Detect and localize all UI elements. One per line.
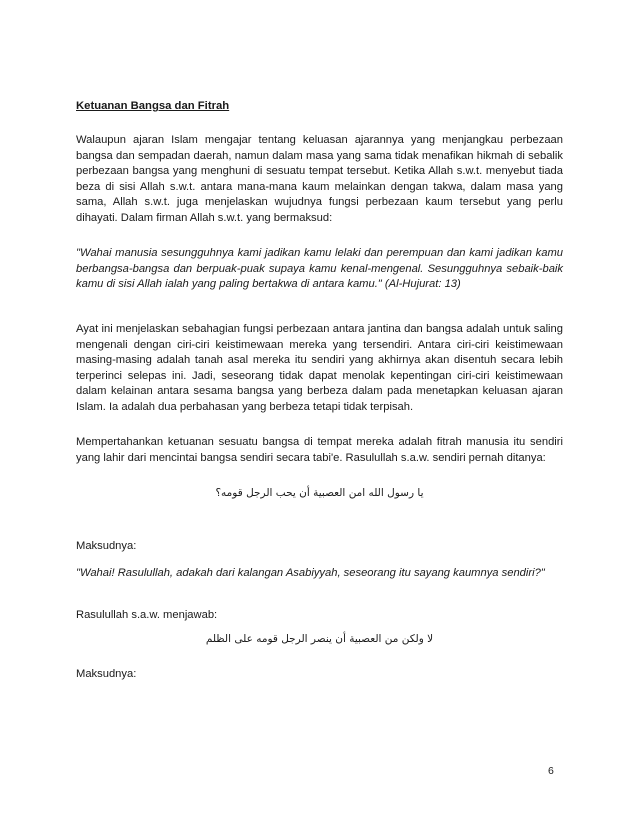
quote-question-translation: "Wahai! Rasulullah, adakah dari kalangan Asabiyyah, seseorang itu sayang kaumnya sendiri?" <box>76 567 545 579</box>
arabic-question: يا رسول الله امن العصبية أن يحب الرجل قومه؟ <box>215 487 424 499</box>
section-heading: Ketuanan Bangsa dan Fitrah <box>76 100 230 112</box>
paragraph-fitrah: Mempertahankan ketuanan sesuatu bangsa di tempat mereka adalah fitrah manusia itu sendiri yang lahir dari mencintai bangsa sendiri secara tabi'e. Rasulullah s.a.w. sendiri pernah ditanya: <box>76 436 563 464</box>
maksudnya-label-1: Maksudnya: <box>76 540 137 552</box>
quote-al-hujurat: "Wahai manusia sesungguhnya kami jadikan kamu lelaki dan perempuan dan kami jadikan kamu berbangsa-bangsa dan berpuak-puak supaya kamu kenal-mengenal. Sesungguhnya sebaik-baik kamu di sisi Allah ialah yang paling bertakwa di antara kamu." (Al-Hujurat: 13) <box>76 247 563 291</box>
arabic-answer: لا ولكن من العصبية أن ينصر الرجل قومه على الظلم <box>205 633 434 645</box>
maksudnya-label-2: Maksudnya: <box>76 668 137 680</box>
reply-label: Rasulullah s.a.w. menjawab: <box>76 609 218 621</box>
paragraph-intro: Walaupun ajaran Islam mengajar tentang keluasan ajarannya yang menjangkau perbezaan bangsa dan sempadan daerah, namun dalam masa yang sama tidak menafikan hikmah di sebalik perbezaan bangsa yang menghuni di sesuatu tempat tersebut. Ketika Allah s.w.t. menyebut tiada beza di sisi Allah s.w.t. antara mana-mana kaum melainkan dengan takwa, dalam masa yang sama, Allah s.w.t. juga menjelaskan wujudnya fungsi perbezaan kaum tersebut yang perlu dihayati. Dalam firman Allah s.w.t. yang bermaksud: <box>76 134 563 224</box>
page-number: 6 <box>548 765 554 777</box>
paragraph-explanation: Ayat ini menjelaskan sebahagian fungsi perbezaan antara jantina dan bangsa adalah untuk saling mengenali dengan ciri-ciri keistimewaan mereka yang tersendiri. Antara ciri-ciri keistimewaan masing-masing adalah tanah asal mereka itu sendiri yang akhirnya akan disentuh secara lebih terperinci selepas ini. Jadi, seseorang tidak dapat menolak kepentingan ciri-ciri keistimewaan dalam kelainan antara sesama bangsa yang berbeza dalam pada menetapkan keluasan ajaran Islam. Ia adalah dua perbahasan yang berbeza tetapi tidak terpisah. <box>76 323 563 413</box>
